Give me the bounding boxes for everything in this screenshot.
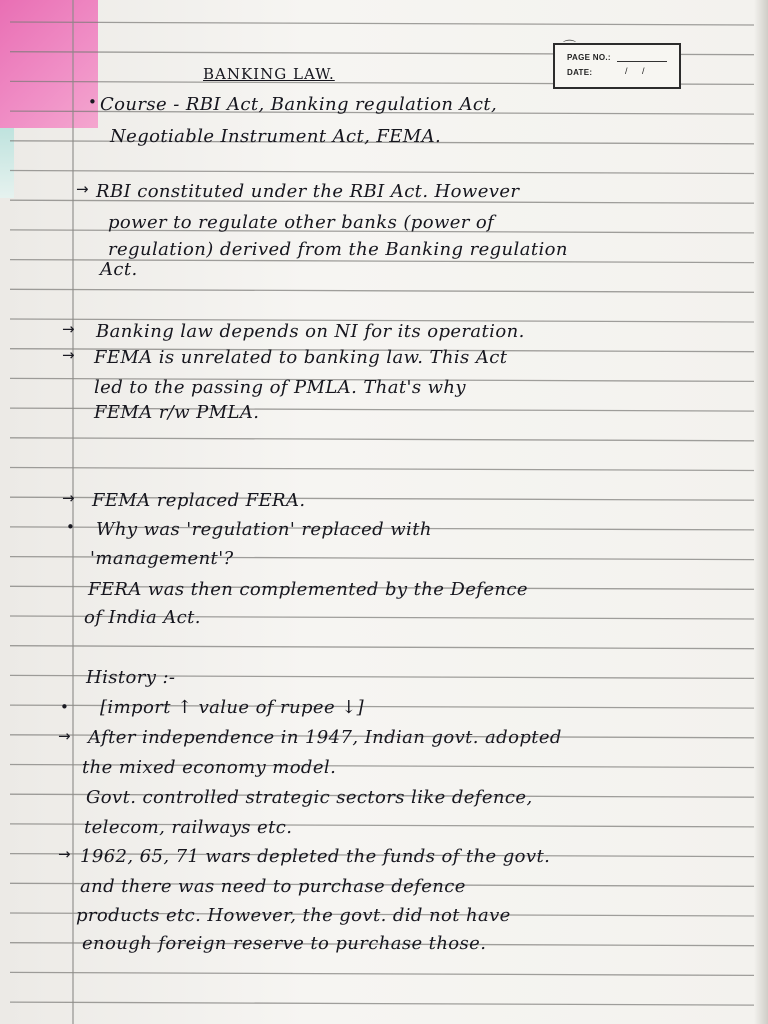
note-line: History :- (86, 667, 176, 688)
note-line: 1962, 65, 71 wars depleted the funds of the govt. (80, 846, 551, 867)
page-number-date-box (553, 40, 681, 89)
date-label: DATE: (567, 68, 593, 77)
note-line: 'management'? (90, 548, 234, 569)
ruled-line (10, 468, 754, 471)
note-line: of India Act. (84, 607, 201, 628)
clip-icon: ⌒ (563, 40, 577, 55)
note-line: RBI constituted under the RBI Act. However (96, 181, 520, 202)
note-line: Govt. controlled strategic sectors like defence, (86, 787, 533, 808)
note-line: led to the passing of PMLA. That's why (94, 377, 466, 398)
page-no-label: PAGE NO.: (567, 53, 611, 62)
note-line: FEMA r/w PMLA. (94, 402, 260, 423)
ruled-lines (10, 0, 754, 1024)
note-line: FERA was then complemented by the Defence (88, 579, 528, 600)
note-line: the mixed economy model. (82, 757, 337, 778)
note-line: Why was 'regulation' replaced with (96, 519, 432, 540)
bullet-marker: • (66, 518, 75, 536)
note-line: enough foreign reserve to purchase those. (82, 933, 487, 954)
ruled-line (10, 646, 754, 649)
ruled-line (10, 171, 754, 174)
bullet-marker: • (60, 698, 69, 716)
ruled-line (10, 289, 754, 292)
arrow-marker: → (58, 727, 71, 745)
page-no-line (617, 61, 667, 62)
note-line: Banking law depends on NI for its operation. (96, 321, 525, 342)
note-line: products etc. However, the govt. did not have (76, 905, 511, 926)
note-line: [import ↑ value of rupee ↓] (100, 697, 365, 718)
arrow-marker: → (62, 489, 75, 507)
arrow-marker: → (76, 180, 89, 198)
note-line: regulation) derived from the Banking regulation (108, 239, 568, 260)
date-slashes: / / (625, 66, 651, 76)
arrow-marker: → (58, 845, 71, 863)
note-line: and there was need to purchase defence (80, 876, 466, 897)
note-line: FEMA replaced FERA. (92, 490, 306, 511)
page-right-edge (754, 0, 768, 1024)
note-line: After independence in 1947, Indian govt. adopted (88, 727, 562, 748)
ruled-line (10, 438, 754, 441)
ruled-line (10, 972, 754, 975)
note-line: Course - RBI Act, Banking regulation Act, (100, 94, 498, 115)
note-line: power to regulate other banks (power of (108, 212, 495, 233)
note-line: telecom, railways etc. (84, 817, 293, 838)
note-line: Act. (100, 259, 138, 280)
note-line: Negotiable Instrument Act, FEMA. (110, 126, 442, 147)
bullet-marker: • (88, 93, 97, 111)
arrow-marker: → (62, 320, 75, 338)
margin-line (72, 0, 74, 1024)
ruled-line (10, 1002, 754, 1005)
ruled-line (10, 22, 754, 25)
note-line: FEMA is unrelated to banking law. This Act (94, 347, 508, 368)
arrow-marker: → (62, 346, 75, 364)
page-title: BANKING LAW. (203, 65, 335, 83)
